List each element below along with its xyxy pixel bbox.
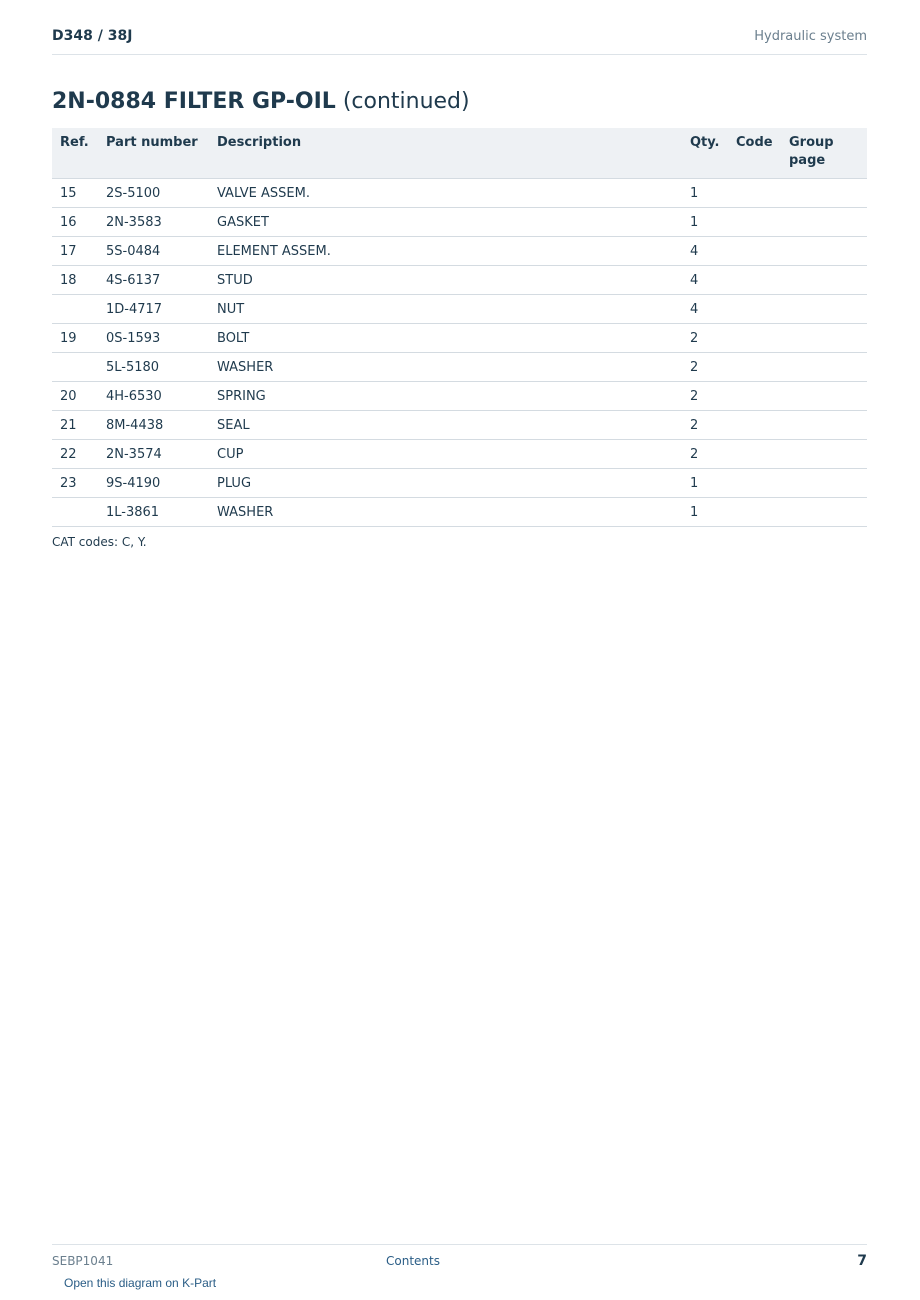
cell-part-number: 5S-0484 bbox=[98, 237, 209, 266]
parts-table bbox=[52, 128, 867, 527]
table-row bbox=[52, 324, 867, 353]
cell-part-number: 5L-5180 bbox=[98, 353, 209, 382]
cell-description: SPRING bbox=[209, 382, 682, 411]
cell-description: STUD bbox=[209, 266, 682, 295]
cell-ref: 15 bbox=[52, 179, 98, 208]
cell-part-number: 2N-3583 bbox=[98, 208, 209, 237]
cell-code bbox=[728, 353, 781, 382]
cell-qty: 2 bbox=[682, 382, 728, 411]
cell-ref: 21 bbox=[52, 411, 98, 440]
cell-ref: 18 bbox=[52, 266, 98, 295]
cell-ref bbox=[52, 498, 98, 527]
cell-description: GASKET bbox=[209, 208, 682, 237]
cell-ref: 19 bbox=[52, 324, 98, 353]
cell-code bbox=[728, 208, 781, 237]
cell-description: VALVE ASSEM. bbox=[209, 179, 682, 208]
page-title bbox=[52, 89, 470, 114]
kpart-link[interactable]: Open this diagram on K-Part bbox=[64, 1276, 217, 1290]
cell-code bbox=[728, 469, 781, 498]
cell-qty: 2 bbox=[682, 353, 728, 382]
cell-part-number: 0S-1593 bbox=[98, 324, 209, 353]
part-group-title: 2N-0884 FILTER GP-OIL bbox=[52, 89, 336, 114]
cell-ref bbox=[52, 295, 98, 324]
cell-qty: 1 bbox=[682, 208, 728, 237]
contents-link[interactable]: Contents bbox=[386, 1254, 440, 1268]
model-label: D348 / 38J bbox=[52, 28, 133, 44]
document-number: SEBP1041 bbox=[52, 1254, 114, 1268]
cell-code bbox=[728, 295, 781, 324]
cell-qty: 4 bbox=[682, 295, 728, 324]
cell-group-page bbox=[781, 353, 867, 382]
parts-table-body bbox=[52, 179, 867, 527]
cell-part-number: 2S-5100 bbox=[98, 179, 209, 208]
column-header-ref: Ref. bbox=[52, 128, 98, 179]
cell-part-number: 8M-4438 bbox=[98, 411, 209, 440]
cell-description: WASHER bbox=[209, 353, 682, 382]
page-number: 7 bbox=[857, 1253, 867, 1269]
cell-code bbox=[728, 411, 781, 440]
cell-qty: 1 bbox=[682, 469, 728, 498]
cat-codes-note: CAT codes: C, Y. bbox=[52, 535, 147, 549]
cell-description: NUT bbox=[209, 295, 682, 324]
section-label: Hydraulic system bbox=[754, 28, 867, 44]
title-suffix: (continued) bbox=[342, 89, 470, 114]
cell-code bbox=[728, 179, 781, 208]
table-row bbox=[52, 208, 867, 237]
table-row bbox=[52, 469, 867, 498]
table-row bbox=[52, 353, 867, 382]
column-header-code: Code bbox=[728, 128, 781, 179]
table-row bbox=[52, 411, 867, 440]
table-row bbox=[52, 440, 867, 469]
cell-ref bbox=[52, 353, 98, 382]
cell-part-number: 4S-6137 bbox=[98, 266, 209, 295]
table-header-row bbox=[52, 128, 867, 179]
table-row bbox=[52, 382, 867, 411]
cell-qty: 4 bbox=[682, 266, 728, 295]
cell-group-page bbox=[781, 208, 867, 237]
cell-qty: 2 bbox=[682, 324, 728, 353]
cell-code bbox=[728, 266, 781, 295]
cell-code bbox=[728, 440, 781, 469]
cell-qty: 4 bbox=[682, 237, 728, 266]
cell-ref: 16 bbox=[52, 208, 98, 237]
cell-ref: 23 bbox=[52, 469, 98, 498]
table-row bbox=[52, 295, 867, 324]
cell-code bbox=[728, 498, 781, 527]
cell-code bbox=[728, 324, 781, 353]
page-footer bbox=[52, 1244, 867, 1275]
cell-description: BOLT bbox=[209, 324, 682, 353]
cell-description: WASHER bbox=[209, 498, 682, 527]
table-row bbox=[52, 179, 867, 208]
cell-qty: 1 bbox=[682, 179, 728, 208]
cell-qty: 1 bbox=[682, 498, 728, 527]
column-header-group-page: Group page bbox=[781, 128, 867, 179]
column-header-qty: Qty. bbox=[682, 128, 728, 179]
cell-description: ELEMENT ASSEM. bbox=[209, 237, 682, 266]
cell-group-page bbox=[781, 411, 867, 440]
cell-part-number: 4H-6530 bbox=[98, 382, 209, 411]
cell-qty: 2 bbox=[682, 440, 728, 469]
cell-ref: 22 bbox=[52, 440, 98, 469]
cell-group-page bbox=[781, 440, 867, 469]
cell-group-page bbox=[781, 179, 867, 208]
cell-part-number: 1L-3861 bbox=[98, 498, 209, 527]
column-header-part-number: Part number bbox=[98, 128, 209, 179]
cell-group-page bbox=[781, 324, 867, 353]
table-row bbox=[52, 266, 867, 295]
cell-group-page bbox=[781, 295, 867, 324]
cell-qty: 2 bbox=[682, 411, 728, 440]
cell-group-page bbox=[781, 469, 867, 498]
cell-description: CUP bbox=[209, 440, 682, 469]
cell-description: PLUG bbox=[209, 469, 682, 498]
cell-ref: 20 bbox=[52, 382, 98, 411]
cell-ref: 17 bbox=[52, 237, 98, 266]
cell-part-number: 9S-4190 bbox=[98, 469, 209, 498]
table-row bbox=[52, 237, 867, 266]
column-header-description: Description bbox=[209, 128, 682, 179]
cell-group-page bbox=[781, 266, 867, 295]
cell-code bbox=[728, 382, 781, 411]
table-row bbox=[52, 498, 867, 527]
cell-group-page bbox=[781, 382, 867, 411]
cell-part-number: 2N-3574 bbox=[98, 440, 209, 469]
cell-group-page bbox=[781, 237, 867, 266]
page-header bbox=[52, 28, 867, 55]
cell-group-page bbox=[781, 498, 867, 527]
cell-description: SEAL bbox=[209, 411, 682, 440]
cell-part-number: 1D-4717 bbox=[98, 295, 209, 324]
cell-code bbox=[728, 237, 781, 266]
